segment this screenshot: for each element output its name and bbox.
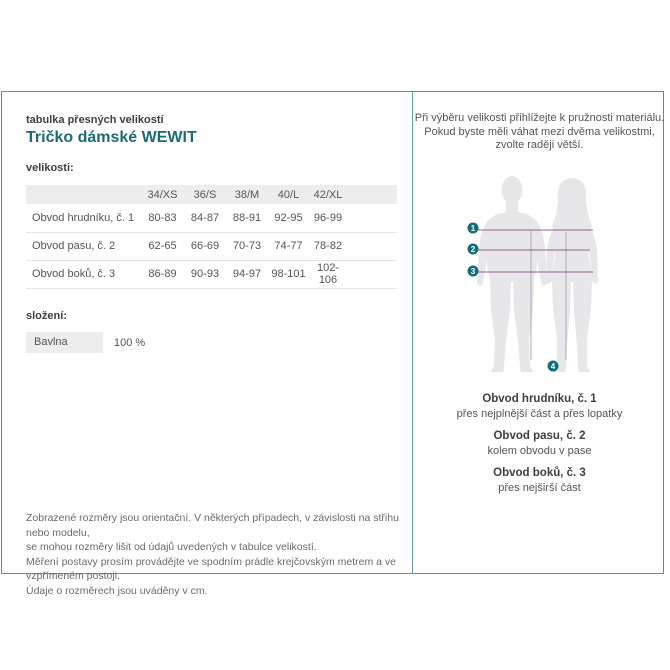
size-column-header: 34/XS (147, 188, 178, 201)
size-cell: 66-69 (190, 240, 220, 252)
measurement-title: Obvod hrudníku, č. 1 (482, 393, 597, 405)
table-row (26, 232, 397, 260)
row-label: Obvod hrudníku, č. 1 (32, 211, 135, 224)
material-cell: Bavlna (26, 332, 103, 353)
right-panel (414, 92, 665, 573)
measurement-legend (414, 392, 665, 503)
advice-line: Pokud byste měli váhat mezi dvěma velikostmi, (424, 125, 655, 138)
size-table-spacer (347, 204, 397, 232)
size-table-header-row (26, 185, 397, 204)
size-column-header: 42/XL (313, 188, 343, 201)
composition-row (26, 332, 145, 353)
measurement-desc: přes nejširší část (498, 482, 581, 494)
left-panel (2, 92, 413, 597)
row-label: Obvod boků, č. 3 (32, 268, 116, 280)
disclaimer-line: Měření postavy prosím provádějte ve spodním prádle krejčovským metrem a ve vzpřímeném postoji. (26, 555, 396, 582)
disclaimer-line: Zobrazené rozměry jsou orientační. V některých případech, v závislosti na střihu nebo modelu, (26, 512, 399, 539)
measurement-item (414, 429, 665, 459)
content-frame (1, 91, 665, 597)
measurement-diagram (456, 170, 621, 378)
marker-1-label: 1 (470, 224, 476, 233)
row-label: Obvod pasu, č. 2 (32, 240, 116, 252)
size-cell: 86-89 (148, 268, 177, 280)
disclaimer-text (26, 511, 406, 598)
size-cell: 84-87 (190, 211, 220, 224)
male-silhouette-icon (477, 176, 547, 372)
size-column-header: 40/L (277, 188, 300, 201)
measurement-item (414, 392, 665, 422)
size-cell: 96-99 (313, 211, 343, 224)
size-cell: 88-91 (232, 211, 262, 224)
disclaimer-line: se mohou rozměry lišit od údajů uvedených v tabulce velikostí. (26, 541, 317, 553)
size-cell: 94-97 (232, 268, 262, 280)
composition-section-label: složení: (26, 310, 67, 322)
table-row (26, 260, 397, 288)
marker-3-label: 3 (470, 267, 476, 276)
female-silhouette-icon (546, 178, 598, 372)
measurement-title: Obvod pasu, č. 2 (493, 430, 586, 442)
size-table (26, 185, 397, 289)
size-cell: 90-93 (190, 268, 220, 280)
measurement-item (414, 466, 665, 496)
table-row (26, 204, 397, 232)
material-percentage: 100 % (114, 336, 146, 349)
size-cell: 62-65 (148, 240, 177, 252)
size-column-header: 36/S (193, 188, 217, 201)
size-table-corner (26, 185, 141, 204)
disclaimer-line: Údaje o rozměrech jsou uváděny v cm. (26, 584, 208, 597)
size-table-spacer (347, 260, 397, 288)
size-cell: 102-106 (316, 262, 340, 286)
marker-2-label: 2 (470, 245, 476, 254)
sizes-section-label: velikosti: (26, 162, 74, 174)
size-cell: 80-83 (148, 211, 177, 224)
size-table-spacer (347, 232, 397, 260)
advice-line: zvolte raději větší. (495, 139, 584, 151)
measurement-desc: přes nejplnější část a přes lopatky (456, 408, 623, 420)
size-cell: 92-95 (274, 211, 303, 224)
size-cell: 70-73 (232, 240, 262, 252)
size-column-header: 38/M (234, 188, 260, 201)
measurement-title: Obvod boků, č. 3 (493, 467, 586, 479)
size-cell: 98-101 (271, 268, 306, 280)
table-eyebrow: tabulka přesných velikostí (26, 114, 164, 126)
size-cell: 78-82 (313, 240, 343, 252)
size-cell: 74-77 (274, 240, 303, 252)
size-advice-text (414, 112, 665, 153)
product-title: Tričko dámské WEWIT (26, 129, 197, 146)
size-table-spacer (347, 185, 397, 204)
measurement-desc: kolem obvodu v pase (487, 445, 592, 457)
advice-line: Při výběru velikosti přihlížejte k pružnosti materiálu. (414, 112, 665, 124)
marker-4-label: 4 (550, 362, 556, 371)
